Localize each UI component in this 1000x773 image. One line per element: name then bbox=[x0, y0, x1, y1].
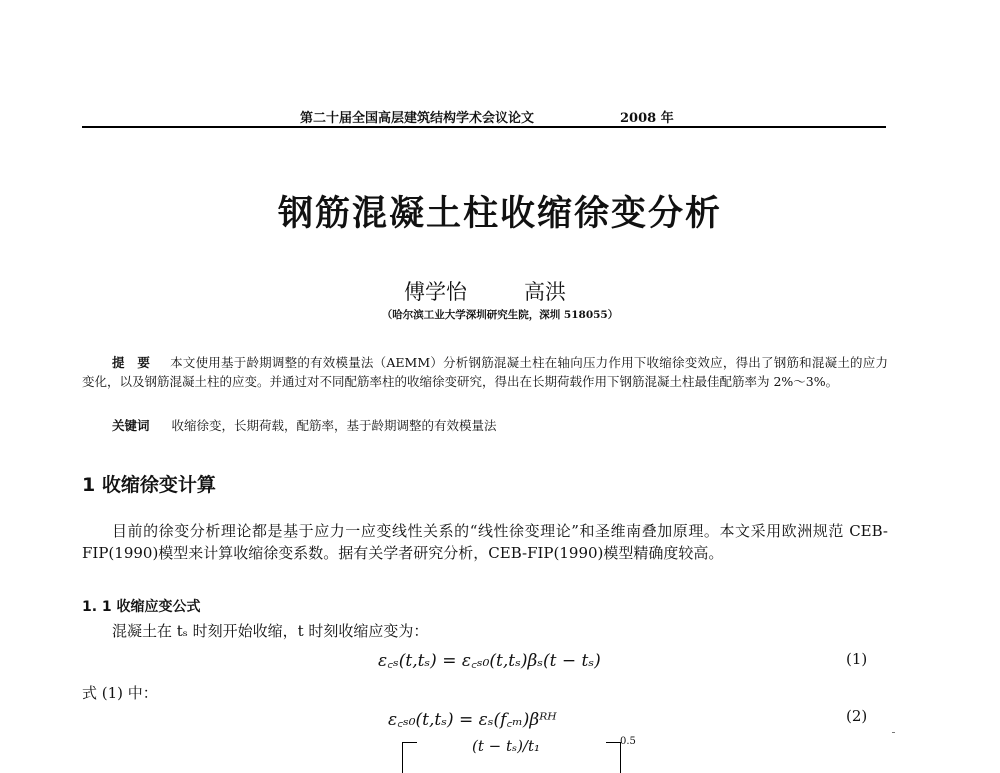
subsection-heading: 1. 1 收缩应变公式 bbox=[82, 599, 201, 615]
keywords bbox=[112, 416, 497, 435]
running-header: 第二十届全国高层建筑结构学术会议论文 bbox=[300, 111, 535, 126]
equation-2-number: (2) bbox=[846, 707, 868, 725]
author-1: 傅学怡 bbox=[404, 280, 467, 304]
equation-1: ε꜀ₛ(t,tₛ) = ε꜀ₛ₀(t,tₛ)βₛ(t − tₛ) bbox=[378, 651, 601, 671]
scan-speck bbox=[892, 732, 895, 733]
equation-3-partial bbox=[360, 737, 540, 755]
section-heading: 1 收缩徐变计算 bbox=[82, 474, 216, 496]
subsection-paragraph: 混凝土在 tₛ 时刻开始收缩，t 时刻收缩应变为： bbox=[112, 622, 429, 640]
equation-intro: 式 (1) 中： bbox=[82, 684, 158, 702]
header-rule bbox=[82, 126, 886, 128]
abstract bbox=[82, 353, 888, 391]
equation-3-numerator: (t − tₛ)/t₁ bbox=[472, 737, 541, 755]
keywords-label: 关键词 bbox=[112, 418, 150, 433]
author-2: 高洪 bbox=[524, 280, 566, 304]
abstract-label: 提 要 bbox=[112, 355, 151, 370]
affiliation: （哈尔滨工业大学深圳研究生院，深圳 518055） bbox=[381, 309, 619, 321]
equation-3-right-bracket bbox=[606, 742, 621, 773]
section-paragraph: 目前的徐变分析理论都是基于应力一应变线性关系的“线性徐变理论”和圣维南叠加原理。本文采用欧洲规范 CEB-FIP(1990)模型来计算收缩徐变系数。据有关学者研究分析，CEB-FIP(1990)模型精确度较高。 bbox=[82, 522, 888, 562]
equation-3-exponent: 0.5 bbox=[620, 736, 636, 747]
equation-2: ε꜀ₛ₀(t,tₛ) = εₛ(f꜀ₘ)βᴿᴴ bbox=[388, 710, 557, 730]
paper-title: 钢筋混凝土柱收缩徐变分析 bbox=[277, 193, 722, 234]
keywords-text: 收缩徐变，长期荷载，配筋率，基于龄期调整的有效模量法 bbox=[171, 418, 497, 433]
equation-1-number: (1) bbox=[846, 650, 868, 668]
running-header-year: 2008 年 bbox=[620, 111, 674, 126]
abstract-text: 本文使用基于龄期调整的有效模量法（AEMM）分析钢筋混凝土柱在轴向压力作用下收缩徐变效应，得出了钢筋和混凝土的应力变化，以及钢筋混凝土柱的应变。并通过对不同配筋率柱的收缩徐变研究，得出在长期荷载作用下钢筋混凝土柱最佳配筋率为 2%～3%。 bbox=[82, 355, 888, 389]
